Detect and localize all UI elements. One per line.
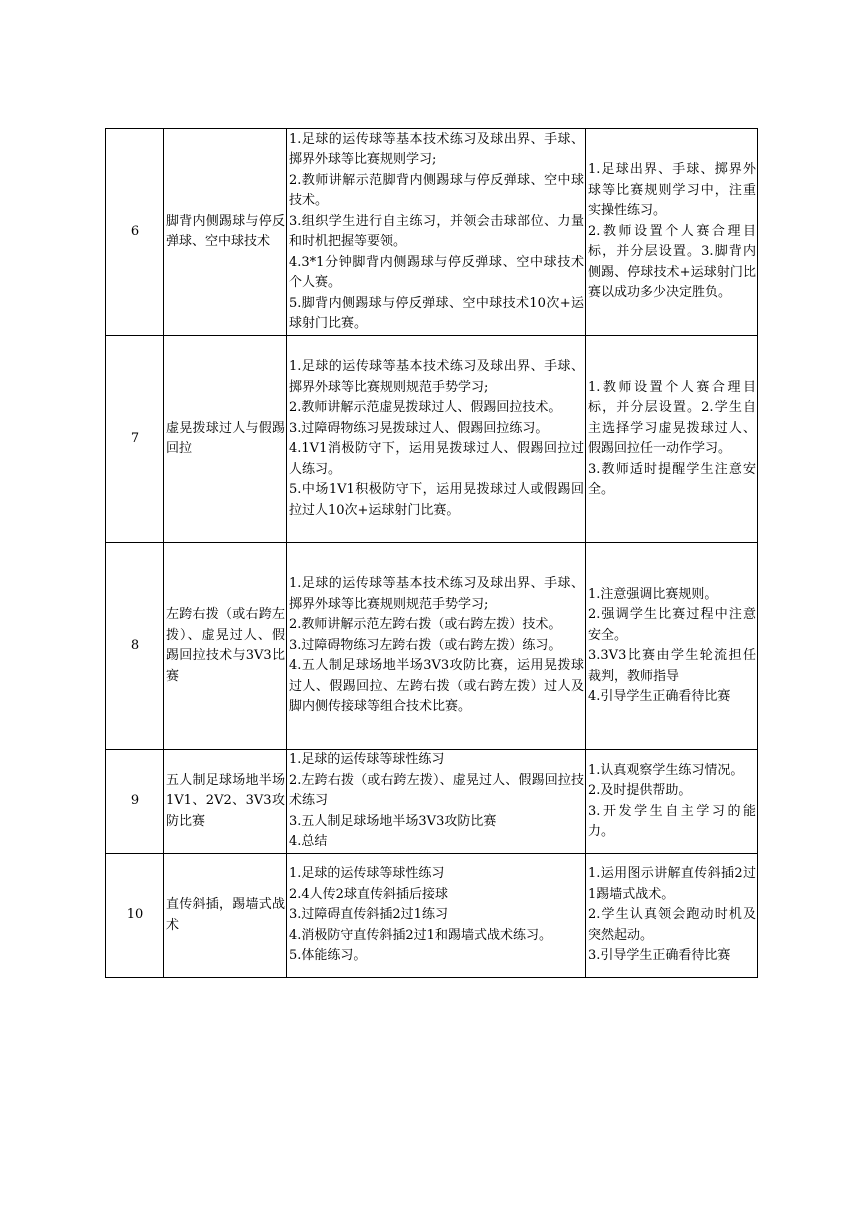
note-item: 1.认真观察学生练习情况。 [588,762,744,778]
note-item: 3.3V3比赛由学生轮流担任裁判，教师指导 [588,648,756,684]
content-item: 1.足球的运传球等基本技术练习及球出界、手球、掷界外球等比赛规则学习; [289,131,584,167]
content-item: 2.4人传2球直传斜插后接球 [289,886,448,902]
content-item: 1.足球的运传球等球性练习 [289,752,445,768]
content-item: 3.五人制足球场地半场3V3攻防比赛 [289,813,497,829]
content-item: 2.教师讲解示范脚背内侧踢球与停反弹球、空中球技术。 [289,172,584,208]
content-item: 4.总结 [289,834,328,850]
content-item: 5.中场1V1积极防守下，运用晃拨球过人或假踢回拉过人10次+运球射门比赛。 [289,482,584,518]
content-item: 4.消极防守直传斜插2过1和踢墙式战术练习。 [289,927,552,943]
note-item: 3.引导学生正确看待比赛 [588,948,731,964]
content-item: 5.脚背内侧踢球与停反弹球、空中球技术10次+运球射门比赛。 [289,295,584,331]
lesson-notes [586,543,758,750]
content-item: 5.体能练习。 [289,948,367,964]
content-item: 2.教师讲解示范左跨右拨（或右跨左拨）技术。 [289,617,562,633]
note-item: 3.开发学生自主学习的能力。 [588,803,756,839]
content-item: 1.足球的运传球等基本技术练习及球出界、手球、掷界外球等比赛规则规范手势学习; [289,576,584,612]
lesson-content [287,129,586,336]
lesson-number: 9 [106,750,164,854]
table-row [106,750,758,854]
lesson-content [287,543,586,750]
content-item: 1.足球的运传球等基本技术练习及球出界、手球、掷界外球等比赛规则规范手势学习; [289,359,584,395]
lesson-number: 7 [106,336,164,543]
content-item: 3.过障碍物练习晃拨球过人、假踢回拉练习。 [289,420,549,436]
lesson-notes [586,336,758,543]
content-item: 3.组织学生进行自主练习，并领会击球部位、力量和时机把握等要领。 [289,213,584,249]
lesson-topic: 脚背内侧踢球与停反弹球、空中球技术 [164,129,287,336]
note-item: 1.足球出界、手球、掷界外球等比赛规则学习中，注重实操性练习。 [588,162,756,219]
lesson-notes [586,750,758,854]
lesson-content [287,336,586,543]
lesson-content [287,854,586,978]
lesson-number: 8 [106,543,164,750]
lesson-topic: 左跨右拨（或右跨左拨）、虚晃过人、假踢回拉技术与3V3比赛 [164,543,287,750]
lesson-topic: 虚晃拨球过人与假踢回拉 [164,336,287,543]
lesson-plan-table [105,128,758,978]
table-row [106,854,758,978]
content-item: 4.3*1分钟脚背内侧踢球与停反弹球、空中球技术个人赛。 [289,254,584,290]
lesson-notes [586,854,758,978]
content-item: 1.足球的运传球等球性练习 [289,866,445,882]
table-row [106,543,758,750]
lesson-topic: 直传斜插，踢墙式战术 [164,854,287,978]
content-item: 4.1V1消极防守下，运用晃拨球过人、假踢回拉过人练习。 [289,441,584,477]
lesson-notes [586,129,758,336]
note-item: 2.学生认真领会跑动时机及突然起动。 [588,907,756,943]
lesson-number: 10 [106,854,164,978]
lesson-topic: 五人制足球场地半场1V1、2V2、3V3攻防比赛 [164,750,287,854]
table-row [106,129,758,336]
content-item: 2.左跨右拨（或右跨左拨）、虚晃过人、假踢回拉技术练习 [289,772,584,809]
content-item: 4.五人制足球场地半场3V3攻防比赛，运用晃拨球过人、假踢回拉、左跨右拨（或右跨左拨）过人及脚内侧传接球等组合技术比赛。 [289,658,584,715]
note-item: 3.教师适时提醒学生注意安全。 [588,461,756,497]
lesson-content [287,750,586,854]
note-item: 2.及时提供帮助。 [588,783,692,798]
table-row [106,336,758,543]
note-item: 2.强调学生比赛过程中注意安全。 [588,607,756,643]
note-item: 1.运用图示讲解直传斜插2过1踢墙式战术。 [588,866,756,902]
lesson-number: 6 [106,129,164,336]
note-item: 1.教师设置个人赛合理目标，并分层设置。2.学生自主选择学习虚晃拨球过人、假踢回拉任一动作学习。 [588,379,756,456]
note-item: 2.教师设置个人赛合理目标，并分层设置。3.脚背内侧踢、停球技术+运球射门比赛以成功多少决定胜负。 [588,223,756,301]
note-item: 1.注意强调比赛规则。 [588,586,718,602]
content-item: 2.教师讲解示范虚晃拨球过人、假踢回拉技术。 [289,400,562,415]
content-item: 3.过障碍直传斜插2过1练习 [289,907,448,923]
content-item: 3.过障碍物练习左跨右拨（或右跨左拨）练习。 [289,637,562,653]
note-item: 4.引导学生正确看待比赛 [588,689,731,704]
